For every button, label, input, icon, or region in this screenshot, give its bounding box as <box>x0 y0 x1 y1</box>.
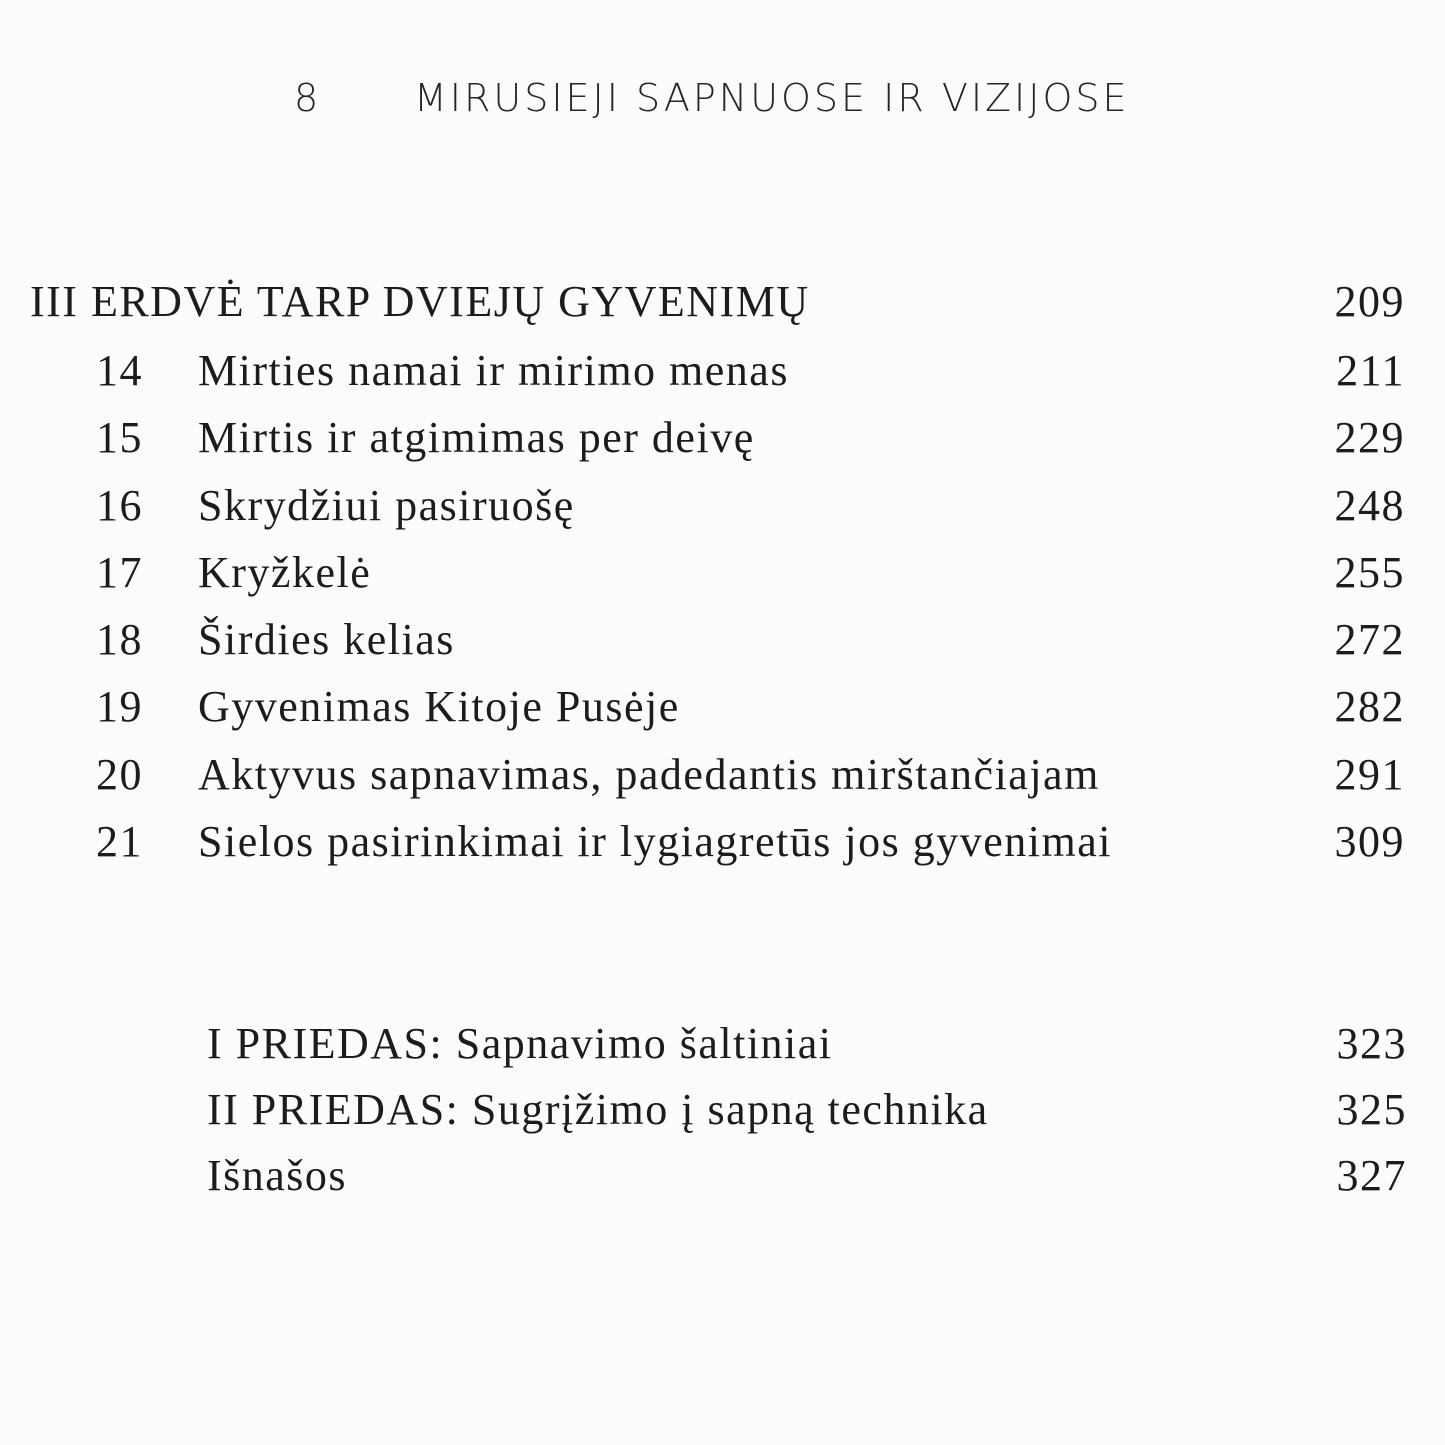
chapter-list <box>0 345 1405 883</box>
chapter-number: 19 <box>96 682 143 732</box>
chapter-number: 17 <box>96 547 143 597</box>
appendix-page-number: 327 <box>1336 1151 1407 1200</box>
chapter-page-number: 272 <box>1334 615 1405 665</box>
chapter-title: Sielos pasirinkimai ir lygiagretūs jos gyvenimai <box>198 817 1112 867</box>
part-title: III ERDVĖ TARP DVIEJŲ GYVENIMŲ <box>30 277 810 326</box>
part-page-number: 209 <box>1334 277 1405 326</box>
page-number: 8 <box>294 76 322 120</box>
chapter-title: Mirties namai ir mirimo menas <box>198 346 789 395</box>
toc-appendix-row[interactable] <box>0 1084 1407 1150</box>
appendix-title: II PRIEDAS: Sugrįžimo į sapną technika <box>207 1085 989 1134</box>
chapter-title: Skrydžiui pasiruošę <box>198 480 575 530</box>
toc-chapter-row[interactable] <box>0 681 1405 748</box>
toc-chapter-row[interactable] <box>0 345 1405 412</box>
chapter-number: 16 <box>96 480 143 530</box>
chapter-title: Širdies kelias <box>198 615 455 665</box>
appendix-title: I PRIEDAS: Sapnavimo šaltiniai <box>207 1019 833 1068</box>
running-head <box>0 76 1445 136</box>
chapter-number: 21 <box>96 817 143 867</box>
appendix-page-number: 325 <box>1336 1085 1407 1134</box>
chapter-number: 14 <box>96 346 143 395</box>
chapter-title: Aktyvus sapnavimas, padedantis mirštančiajam <box>198 749 1100 799</box>
chapter-page-number: 282 <box>1334 682 1405 732</box>
chapter-title: Mirtis ir atgimimas per deivę <box>198 413 755 463</box>
toc-appendix-row[interactable] <box>0 1150 1407 1216</box>
chapter-page-number: 291 <box>1334 749 1405 799</box>
chapter-number: 18 <box>96 615 143 665</box>
chapter-page-number: 248 <box>1334 480 1405 530</box>
toc-chapter-row[interactable] <box>0 614 1405 681</box>
toc-part-row[interactable] <box>30 276 1405 332</box>
chapter-page-number: 229 <box>1334 413 1405 463</box>
appendix-title: Išnašos <box>207 1151 348 1200</box>
chapter-number: 20 <box>96 749 143 799</box>
chapter-page-number: 309 <box>1334 817 1405 867</box>
toc-chapter-row[interactable] <box>0 749 1405 816</box>
toc-chapter-row[interactable] <box>0 816 1405 883</box>
chapter-page-number: 211 <box>1336 346 1405 395</box>
toc-chapter-row[interactable] <box>0 547 1405 614</box>
toc-chapter-row[interactable] <box>0 412 1405 479</box>
chapter-number: 15 <box>96 413 143 463</box>
book-title: MIRUSIEJI SAPNUOSE IR VIZIJOSE <box>414 76 1130 120</box>
appendix-list <box>0 1018 1407 1216</box>
chapter-title: Kryžkelė <box>198 547 372 597</box>
toc-appendix-row[interactable] <box>0 1018 1407 1084</box>
toc-chapter-row[interactable] <box>0 480 1405 547</box>
chapter-title: Gyvenimas Kitoje Pusėje <box>198 682 680 732</box>
appendix-page-number: 323 <box>1336 1019 1407 1068</box>
chapter-page-number: 255 <box>1334 547 1405 597</box>
